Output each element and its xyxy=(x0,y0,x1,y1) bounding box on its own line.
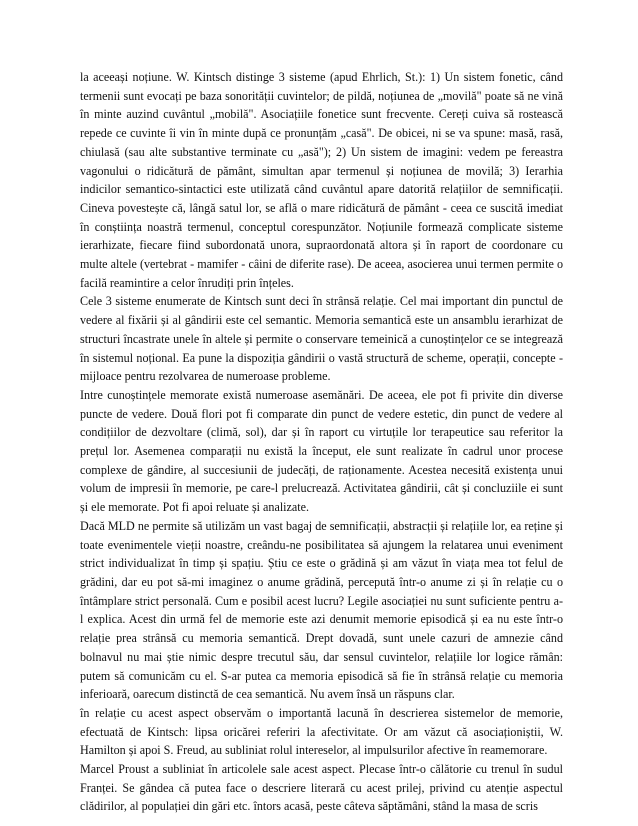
document-page xyxy=(80,68,563,816)
paragraph-kintsch-systems: la aceeași noțiune. W. Kintsch distinge 3 sisteme (apud Ehrlich, St.): 1) Un sistem fonetic, când termenii sunt evocați pe baza sonorității cuvintelor; de pildă, noțiunea de „movilă" poate să ne vină în minte auzind cuvântul „mobilă". Asociațiile fonetice sunt frecvente. Cereți cuiva să rostească repede ce cuvinte îi vin în minte după ce pronunțăm „casă". De obicei, ni se va spune: masă, rasă, chiulasă (sau alte substantive terminate cu „asă"); 2) Un sistem de imagini: vedem pe fereastra vagonului o ridicătură de pământ, simultan apar termenul și noțiunea de movilă; 3) Ierarhia indicilor semantico-sintactici este utilizată când cuvântul apare datorită relațiilor de semnificații. Cineva povestește că, lângă satul lor, se află o mare ridicătură de pământ - ceea ce suscită imediat în conștiința noastră termenul, conceptul corespunzător. Noțiunile formează complicate sisteme ierarhizate, fiecare fiind subordonată unora, supraordonată altora și în raport de coordonare cu multe altele (vertebrat - mamifer - câini de diferite rase). De aceea, asocierea unui termen permite o facilă reamintire a celor înrudiți prin înțeles. xyxy=(80,70,563,290)
paragraph-knowledge-similarities: Intre cunoștințele memorate există numeroase asemănări. De aceea, ele pot fi privite din diverse puncte de vedere. Două flori pot fi comparate din punct de vedere estetic, din punct de vedere al condițiilor de dezvoltare (climă, sol), dar și în raport cu virtuțile lor terapeutice sau referitor la prețul lor. Asemenea comparații nu există la început, ele sunt realizate în cadrul unor procese complexe de gândire, al succesiunii de judecăți, de raționamente. Acestea necesită existența unui volum de impresii în memorie, pe care-l prelucrează. Activitatea gândirii, cât și concluziile ei sunt și ele memorate. Pot fi apoi reluate și analizate. xyxy=(80,387,563,515)
paragraph-semantic-memory: Cele 3 sisteme enumerate de Kintsch sunt deci în strânsă relație. Cel mai important din punctul de vedere al fixării și al gândirii este cel semantic. Memoria semantică este un ansamblu ierarhizat de structuri încastrate unele în altele și permite o conservare temeinică a cunoștințelor ce se integrează în sistemul noțional. Ea pune la dispoziția gândirii o vastă structură de scheme, operații, concepte - mijloace pentru rezolvarea de numeroase probleme. xyxy=(80,294,563,384)
paragraph-marcel-proust: Marcel Proust a subliniat în articolele sale acest aspect. Plecase într-o călătorie cu trenul în sudul Franței. Se gândea că putea face o descriere literară cu acest prilej, privind cu atenție aspectul clădirilor, al populației din gări etc. întors acasă, peste câteva săptămâni, stând la masa de scris xyxy=(80,762,563,814)
paragraph-affectivity-gap: în relație cu acest aspect observăm o importantă lacună în descrierea sistemelor de memorie, efectuată de Kintsch: lipsa oricărei referiri la afectivitate. Or am văzut că asociaționiștii, W. Hamilton și apoi S. Freud, au subliniat rolul intereselor, al impulsurilor afective în reamemorare. xyxy=(80,705,563,758)
paragraph-episodic-memory: Dacă MLD ne permite să utilizăm un vast bagaj de semnificații, abstracții și relațiile lor, ea reține și toate evenimentele vieții noastre, creându-ne posibilitatea să ajungem la relatarea unui eveniment strict individualizat în timp și spațiu. Știu ce este o grădină și am văzut în viața mea tot felul de grădini, dar eu pot să-mi imaginez o anume grădină, percepută într-o anume zi și în relație cu o întâmplare strict personală. Cum e posibil acest lucru? Legile asociației nu sunt suficiente pentru a-l explica. Acest din urmă fel de memorie este azi denumit memorie episodică și ea nu este într-o relație prea strânsă cu memoria semantică. Drept dovadă, sunt unele cazuri de amnezie când bolnavul nu mai știe nimic despre trecutul său, dar sensul cuvintelor, relațiile lor logice rămân: putem să comunicăm cu el. S-ar putea ca memoria episodică să fie în strânsă relație cu memoria inferioară, oarecum distinctă de cea semantică. Nu avem însă un răspuns clar. xyxy=(80,518,563,702)
